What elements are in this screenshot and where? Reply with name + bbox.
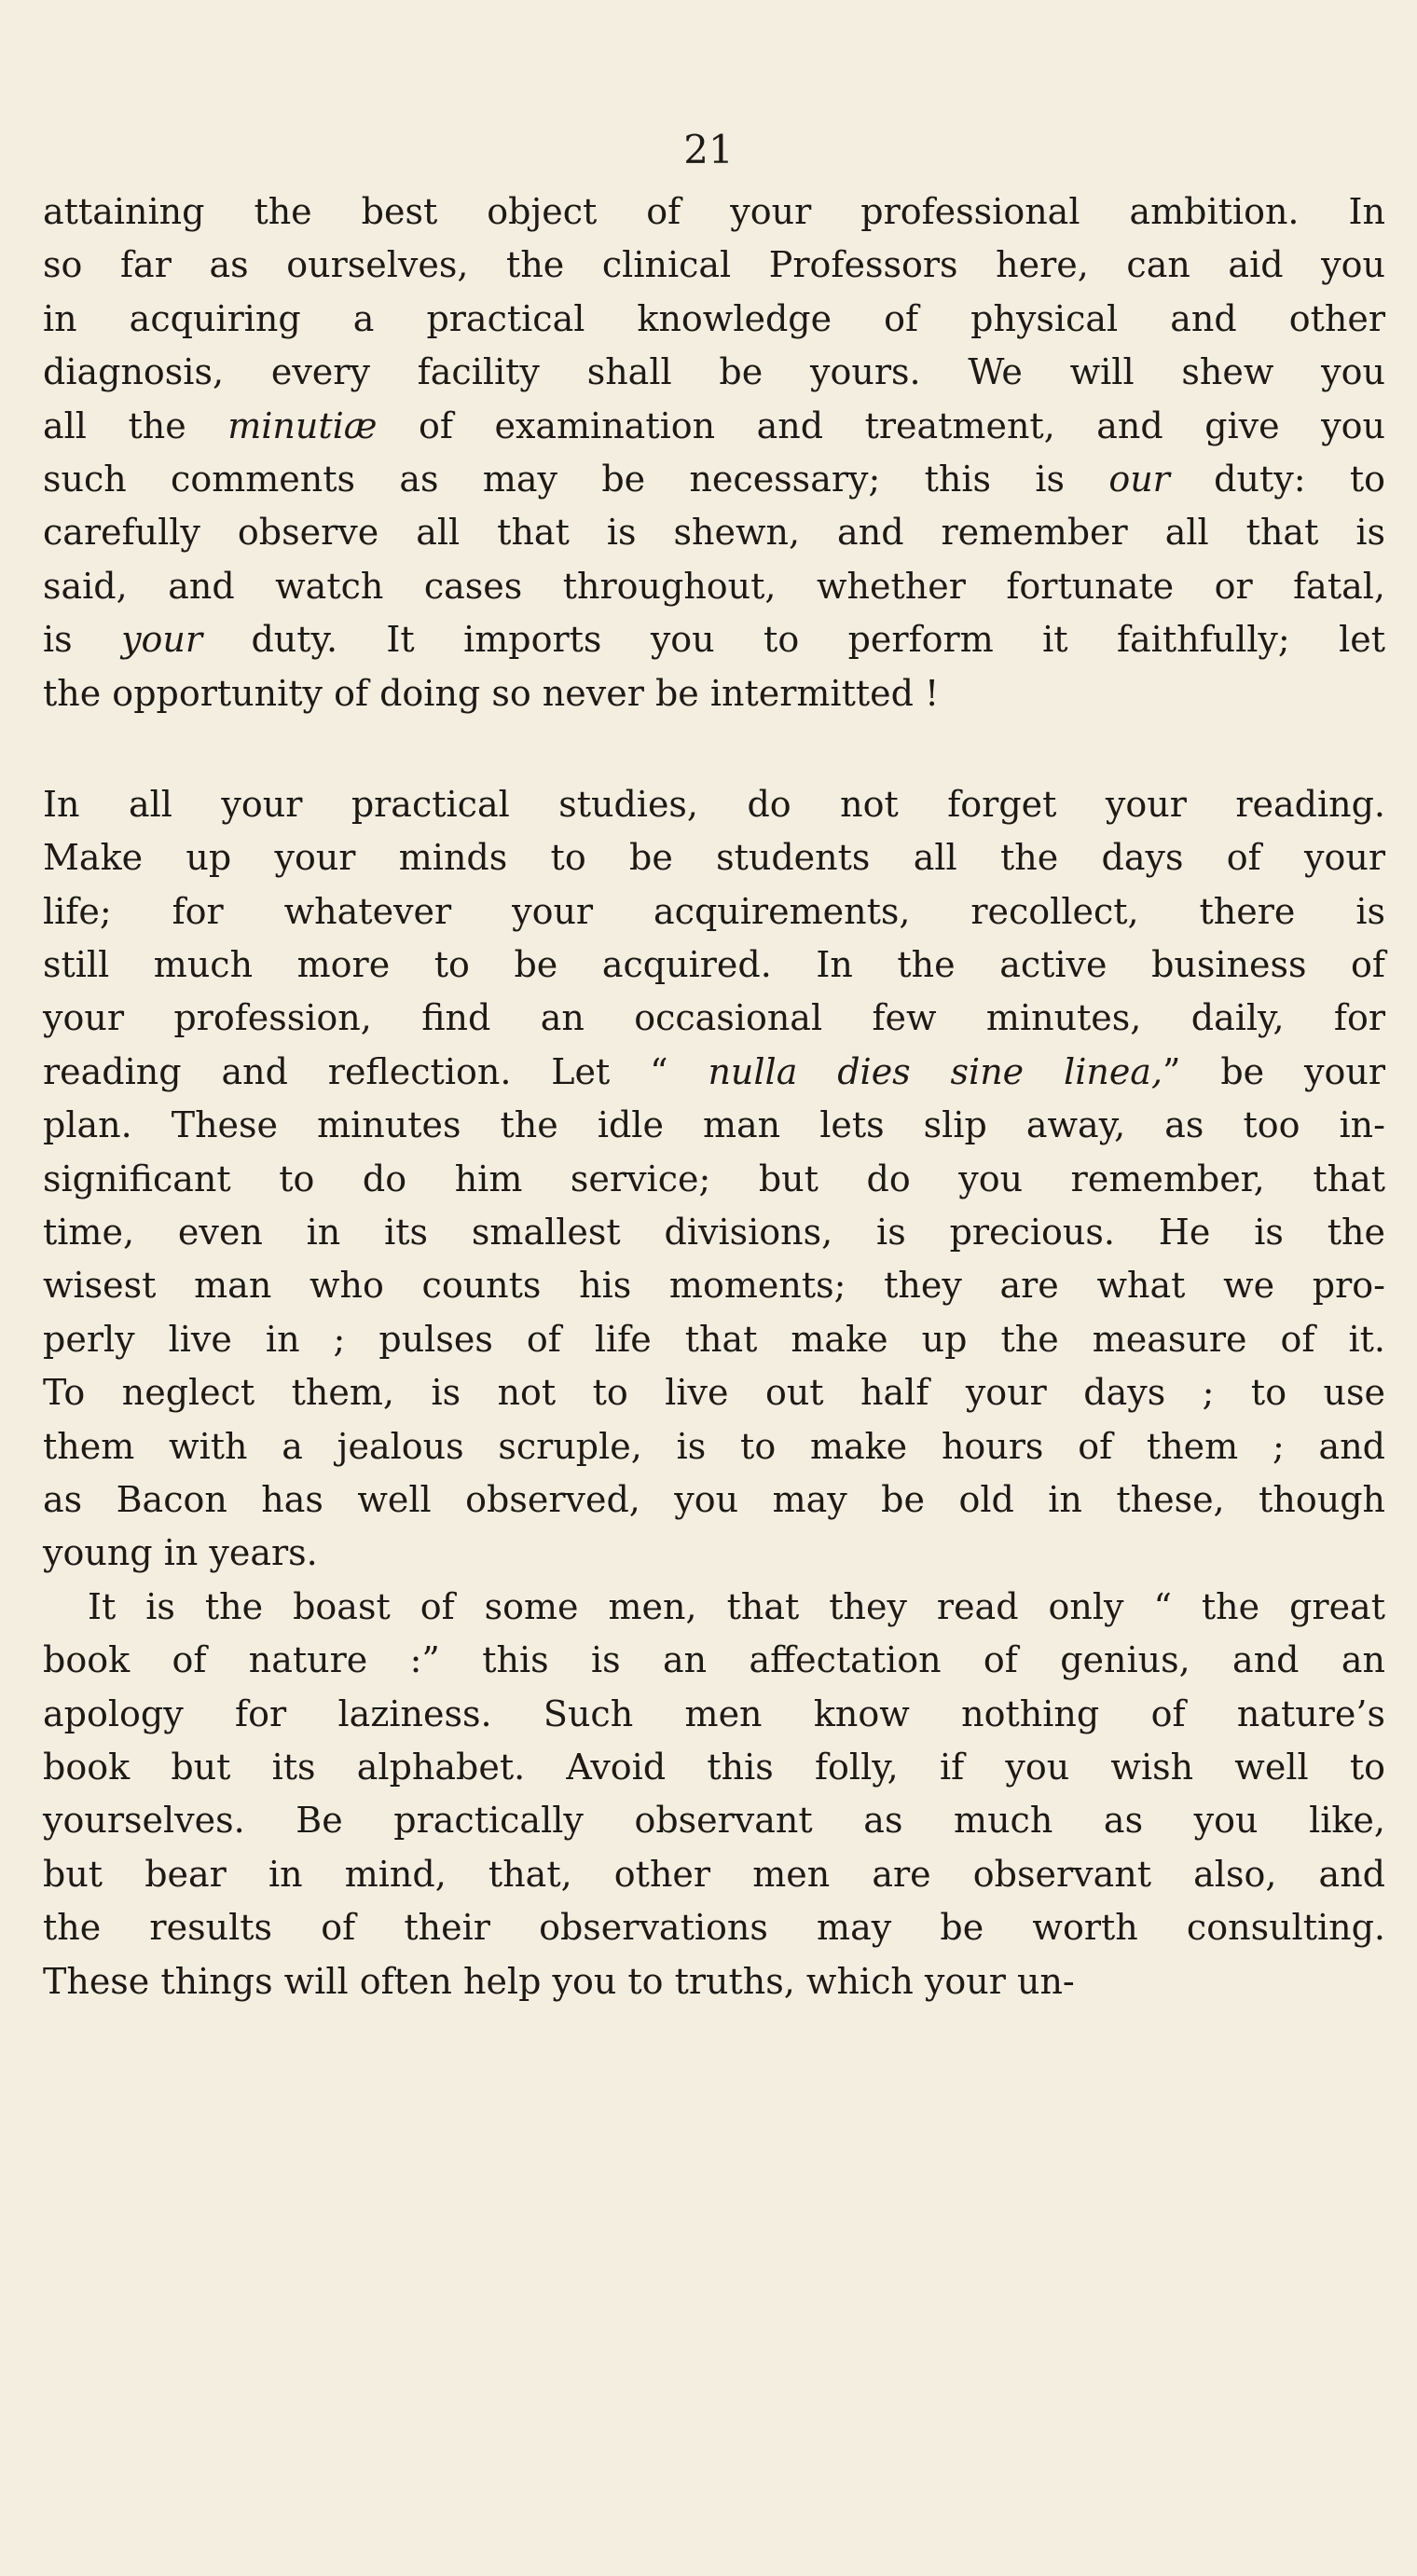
text-run: so far as ourselves, the clinical Professors here, can aid you	[43, 244, 1385, 286]
text-line	[43, 1581, 1385, 1634]
italic-text: minutiæ	[227, 404, 378, 446]
text-line	[43, 831, 1385, 884]
text-line	[43, 613, 1385, 666]
text-line	[43, 293, 1385, 346]
text-run: book but its alphabet. Avoid this folly, if you wish well to	[43, 1746, 1385, 1788]
text-line	[43, 1901, 1385, 1954]
text-line	[43, 1099, 1385, 1152]
text-run: attaining the best object of your professional ambition. In	[43, 191, 1385, 232]
text-line	[43, 239, 1385, 292]
text-line	[43, 185, 1385, 239]
paragraph	[43, 185, 1385, 720]
text-line	[43, 1473, 1385, 1527]
text-run: them with a jealous scruple, is to make hours of them ; and	[43, 1425, 1385, 1467]
text-line	[43, 1259, 1385, 1312]
text-run: as Bacon has well observed, you may be old in these, though	[43, 1478, 1385, 1520]
text-run: significant to do him service; but do you remember, that	[43, 1158, 1385, 1199]
text-run: your profession, find an occasional few minutes, daily, for	[43, 997, 1385, 1039]
text-run: ” be your	[1162, 1050, 1386, 1092]
text-run: wisest man who counts his moments; they are what we pro-	[43, 1265, 1385, 1307]
text-run: duty. It imports you to perform it faithfully; let	[202, 619, 1386, 661]
text-line	[43, 346, 1385, 399]
text-line	[43, 400, 1385, 453]
text-line	[43, 1313, 1385, 1366]
text-line	[43, 778, 1385, 831]
text-run: book of nature :” this is an affectation of genius, and an	[43, 1639, 1385, 1681]
text-run: but bear in mind, that, other men are observant also, and	[43, 1853, 1385, 1895]
italic-text: nulla dies sine linea,	[708, 1050, 1163, 1092]
text-run: still much more to be acquired. In the active business of	[43, 944, 1385, 986]
text-run: To neglect them, is not to live out half your days ; to use	[43, 1372, 1385, 1414]
text-line	[43, 1046, 1385, 1099]
text-run: the opportunity of doing so never be intermitted !	[43, 672, 940, 714]
text-run: Make up your minds to be students all the days of your	[43, 837, 1385, 879]
text-run: young in years.	[43, 1532, 318, 1574]
text-line	[43, 1153, 1385, 1206]
text-run: duty: to	[1169, 458, 1386, 500]
text-run: It is the boast of some men, that they read only “ the great	[88, 1585, 1385, 1627]
text-line	[43, 1634, 1385, 1687]
text-run: plan. These minutes the idle man lets slip away, as too in-	[43, 1104, 1385, 1146]
text-line	[43, 1955, 1385, 2008]
text-run: perly live in ; pulses of life that make up the measure of it.	[43, 1318, 1385, 1360]
text-line	[43, 1688, 1385, 1741]
page-number: 21	[683, 127, 734, 172]
italic-text: your	[121, 619, 203, 661]
text-run: life; for whatever your acquirements, recollect, there is	[43, 890, 1385, 932]
text-line	[43, 667, 1385, 720]
paragraph	[43, 778, 1385, 1581]
text-run: the results of their observations may be worth consulting.	[43, 1907, 1385, 1949]
paragraph	[43, 1581, 1385, 2008]
text-run: all the	[43, 404, 228, 446]
text-line	[43, 939, 1385, 992]
text-line	[43, 453, 1385, 506]
text-run: yourselves. Be practically observant as much as you like,	[43, 1800, 1385, 1842]
text-run: reading and reflection. Let “	[43, 1050, 708, 1092]
text-run: time, even in its smallest divisions, is precious. He is the	[43, 1212, 1385, 1254]
text-run: carefully observe all that is shewn, and remember all that is	[43, 512, 1385, 554]
text-line	[43, 1848, 1385, 1901]
text-line	[43, 1206, 1385, 1259]
italic-text: our	[1108, 458, 1170, 500]
text-run: is	[43, 619, 122, 661]
text-run: in acquiring a practical knowledge of physical and other	[43, 297, 1385, 339]
text-run: said, and watch cases throughout, whether fortunate or fatal,	[43, 565, 1385, 607]
text-line	[43, 1741, 1385, 1794]
body-text	[43, 185, 1385, 2008]
text-run: In all your practical studies, do not forget your reading.	[43, 783, 1385, 825]
text-line	[43, 1366, 1385, 1419]
text-line	[43, 1420, 1385, 1473]
text-run: of examination and treatment, and give you	[377, 404, 1385, 446]
text-run: diagnosis, every facility shall be yours. We will shew you	[43, 351, 1385, 393]
text-run: These things will often help you to truths, which your un-	[43, 1960, 1075, 2002]
text-line	[43, 1794, 1385, 1847]
paragraph-gap	[43, 720, 1385, 778]
text-line	[43, 1527, 1385, 1580]
text-run: apology for laziness. Such men know nothing of nature’s	[43, 1692, 1385, 1734]
text-line	[43, 992, 1385, 1045]
text-line	[43, 560, 1385, 613]
text-line	[43, 885, 1385, 939]
text-line	[43, 506, 1385, 559]
text-run: such comments as may be necessary; this is	[43, 458, 1109, 500]
